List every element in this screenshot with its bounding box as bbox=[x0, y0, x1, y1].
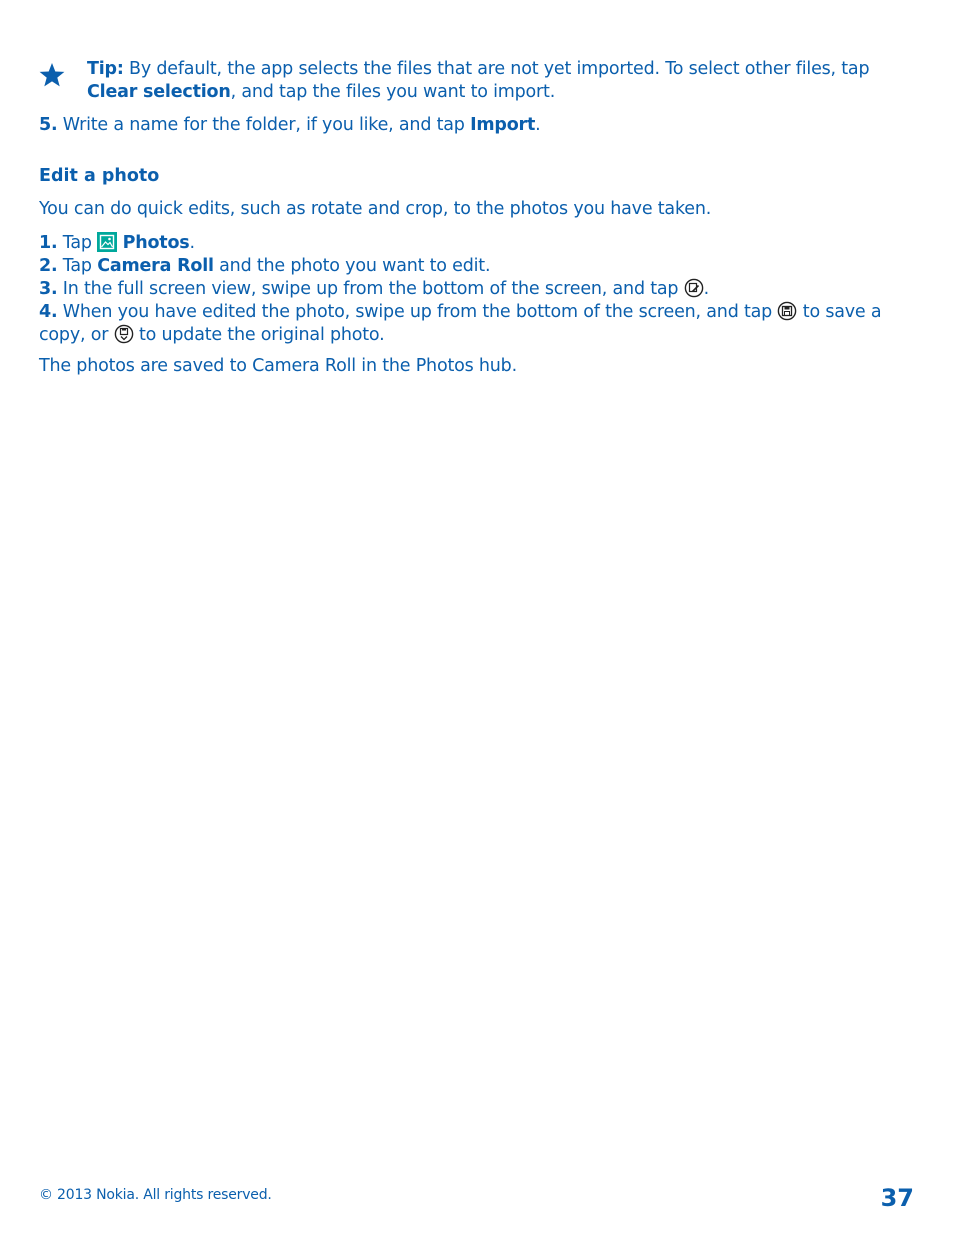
step-text: . bbox=[703, 279, 710, 299]
step-text: In the full screen view, swipe up from the bottom of the screen, and tap bbox=[57, 279, 684, 299]
step-number: 1. bbox=[39, 233, 58, 253]
step-number: 4. bbox=[39, 302, 58, 322]
step-number: 3. bbox=[39, 279, 58, 299]
step-text: . bbox=[189, 233, 195, 253]
tip-block bbox=[39, 58, 909, 104]
step-5 bbox=[39, 114, 919, 137]
tip-text-part: By default, the app selects the files that are not yet imported. To select other files, tap bbox=[123, 59, 870, 79]
step-4 bbox=[39, 301, 909, 347]
step-2 bbox=[39, 255, 909, 278]
tip-text bbox=[87, 58, 909, 104]
photos-term: Photos bbox=[122, 233, 190, 253]
step-3 bbox=[39, 278, 909, 301]
section-heading: Edit a photo bbox=[39, 166, 160, 186]
save-icon bbox=[777, 301, 797, 321]
steps-list bbox=[39, 232, 909, 347]
step-1 bbox=[39, 232, 909, 255]
step-text: Tap bbox=[57, 233, 98, 253]
step-text: . bbox=[535, 115, 541, 135]
step-text: Tap bbox=[57, 256, 98, 276]
step-number: 5. bbox=[39, 115, 58, 135]
import-term: Import bbox=[470, 115, 536, 135]
star-icon bbox=[39, 62, 65, 88]
page-number: 37 bbox=[880, 1184, 914, 1212]
camera-roll-term: Camera Roll bbox=[97, 256, 214, 276]
step-text: When you have edited the photo, swipe up from the bottom of the screen, and tap bbox=[57, 302, 778, 322]
update-icon bbox=[114, 324, 134, 344]
step-number: 2. bbox=[39, 256, 58, 276]
tip-label: Tip: bbox=[87, 59, 124, 79]
step-text: to save a copy, or bbox=[39, 302, 882, 345]
step-text: Write a name for the folder, if you like, and tap bbox=[57, 115, 471, 135]
photos-app-icon bbox=[97, 232, 117, 252]
copyright-footer: © 2013 Nokia. All rights reserved. bbox=[39, 1187, 272, 1203]
edit-icon bbox=[684, 278, 704, 298]
step-text: and the photo you want to edit. bbox=[213, 256, 491, 276]
section-intro: You can do quick edits, such as rotate and crop, to the photos you have taken. bbox=[39, 199, 712, 219]
clear-selection-term: Clear selection bbox=[87, 82, 231, 102]
step-text: to update the original photo. bbox=[133, 325, 385, 345]
section-outro: The photos are saved to Camera Roll in the Photos hub. bbox=[39, 356, 517, 376]
tip-text-part: , and tap the files you want to import. bbox=[230, 82, 556, 102]
